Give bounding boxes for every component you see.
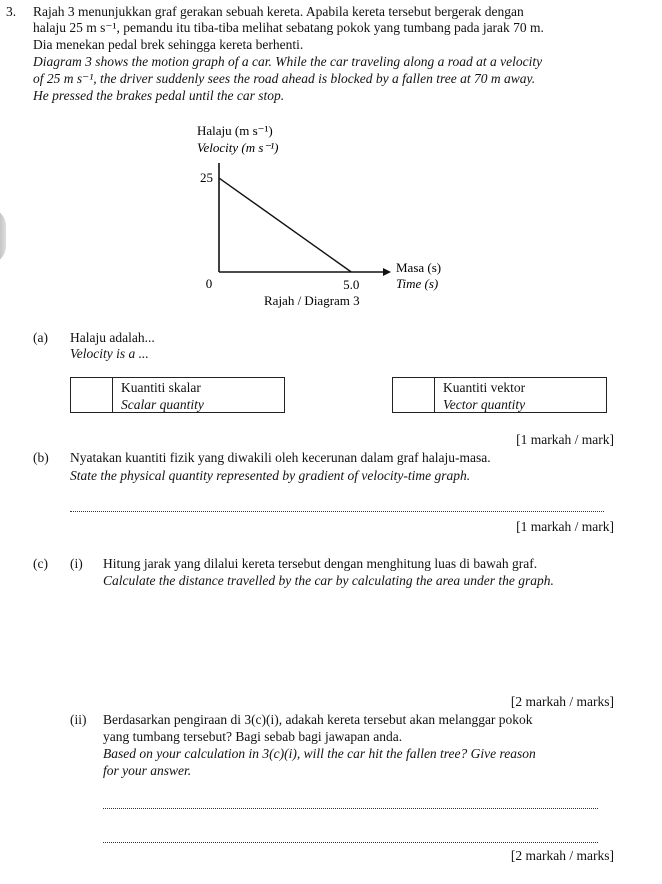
part-c-ii-ms-line1: Berdasarkan pengiraan di 3(c)(i), adakah kereta tersebut akan melanggar pokok — [103, 712, 533, 727]
velocity-time-graph — [0, 0, 662, 320]
part-c-i-en: Calculate the distance travelled by the car by calculating the area under the graph. — [103, 573, 554, 588]
intro-ms-line3: Dia menekan pedal brek sehingga kereta berhenti. — [33, 37, 304, 52]
x-axis-label-en: Time (s) — [396, 276, 439, 291]
intro-ms-line2: halaju 25 m s⁻¹, pemandu itu tiba-tiba melihat sebatang pokok yang tumbang pada jarak 70 m. — [33, 20, 544, 35]
option-scalar-ms: Kuantiti skalar — [121, 380, 201, 395]
option-vector-ms: Kuantiti vektor — [443, 380, 526, 395]
part-c-i-ms: Hitung jarak yang dilalui kereta tersebut dengan menghitung luas di bawah graf. — [103, 556, 538, 571]
option-vector-en: Vector quantity — [443, 397, 526, 412]
part-c-ii-label: (ii) — [70, 712, 87, 727]
option-scalar[interactable] — [70, 377, 285, 413]
part-b-answer-line[interactable] — [70, 511, 604, 512]
part-c-i-marks: [2 markah / marks] — [510, 694, 614, 709]
part-a-marks: [1 markah / mark] — [516, 432, 614, 447]
part-c-ii-answer-line-1[interactable] — [103, 808, 598, 809]
part-c-ii-en-line2: for your answer. — [103, 763, 192, 778]
part-c-ii-marks: [2 markah / marks] — [510, 848, 614, 863]
part-b-marks: [1 markah / mark] — [516, 519, 614, 534]
option-vector-tickbox[interactable] — [393, 378, 435, 412]
intro-ms-line1: Rajah 3 menunjukkan graf gerakan sebuah kereta. Apabila kereta tersebut bergerak dengan — [33, 4, 524, 19]
part-c-ii-en-line1: Based on your calculation in 3(c)(i), will the car hit the fallen tree? Give reason — [103, 746, 536, 761]
option-scalar-tickbox[interactable] — [71, 378, 113, 412]
x-axis-label-ms: Masa (s) — [396, 260, 442, 275]
part-c-i-label: (i) — [70, 556, 83, 571]
part-b-ms: Nyatakan kuantiti fizik yang diwakili oleh kecerunan dalam graf halaju-masa. — [70, 450, 491, 465]
part-c-ii-ms-line2: yang tumbang tersebut? Bagi sebab bagi jawapan anda. — [103, 729, 403, 744]
x-tick-5: 5.0 — [343, 277, 360, 292]
part-a-en: Velocity is a ... — [70, 346, 149, 361]
part-c-ii-answer-line-2[interactable] — [103, 842, 598, 843]
option-scalar-en: Scalar quantity — [121, 397, 204, 412]
y-axis-label-ms: Halaju (m s⁻¹) — [197, 123, 273, 138]
intro-en-line1: Diagram 3 shows the motion graph of a car. While the car traveling along a road at a velocity — [33, 54, 543, 69]
y-tick-25: 25 — [200, 170, 213, 186]
question-number: 3. — [6, 4, 17, 19]
x-axis-arrow — [383, 268, 391, 276]
y-axis-label-en: Velocity (m s⁻¹) — [197, 140, 279, 155]
part-b-label: (b) — [33, 450, 49, 465]
part-b-en: State the physical quantity represented by gradient of velocity-time graph. — [70, 468, 471, 483]
x-tick-0: 0 — [205, 276, 213, 291]
part-a-ms: Halaju adalah... — [70, 330, 155, 345]
velocity-line — [219, 178, 351, 272]
part-c-label: (c) — [33, 556, 48, 571]
diagram-caption: Rajah / Diagram 3 — [264, 293, 360, 308]
intro-en-line3: He pressed the brakes pedal until the car stop. — [33, 88, 285, 103]
option-vector[interactable] — [392, 377, 607, 413]
intro-en-line2: of 25 m s⁻¹, the driver suddenly sees the road ahead is blocked by a fallen tree at 70 m away. — [33, 71, 536, 86]
part-a-label: (a) — [33, 330, 48, 345]
